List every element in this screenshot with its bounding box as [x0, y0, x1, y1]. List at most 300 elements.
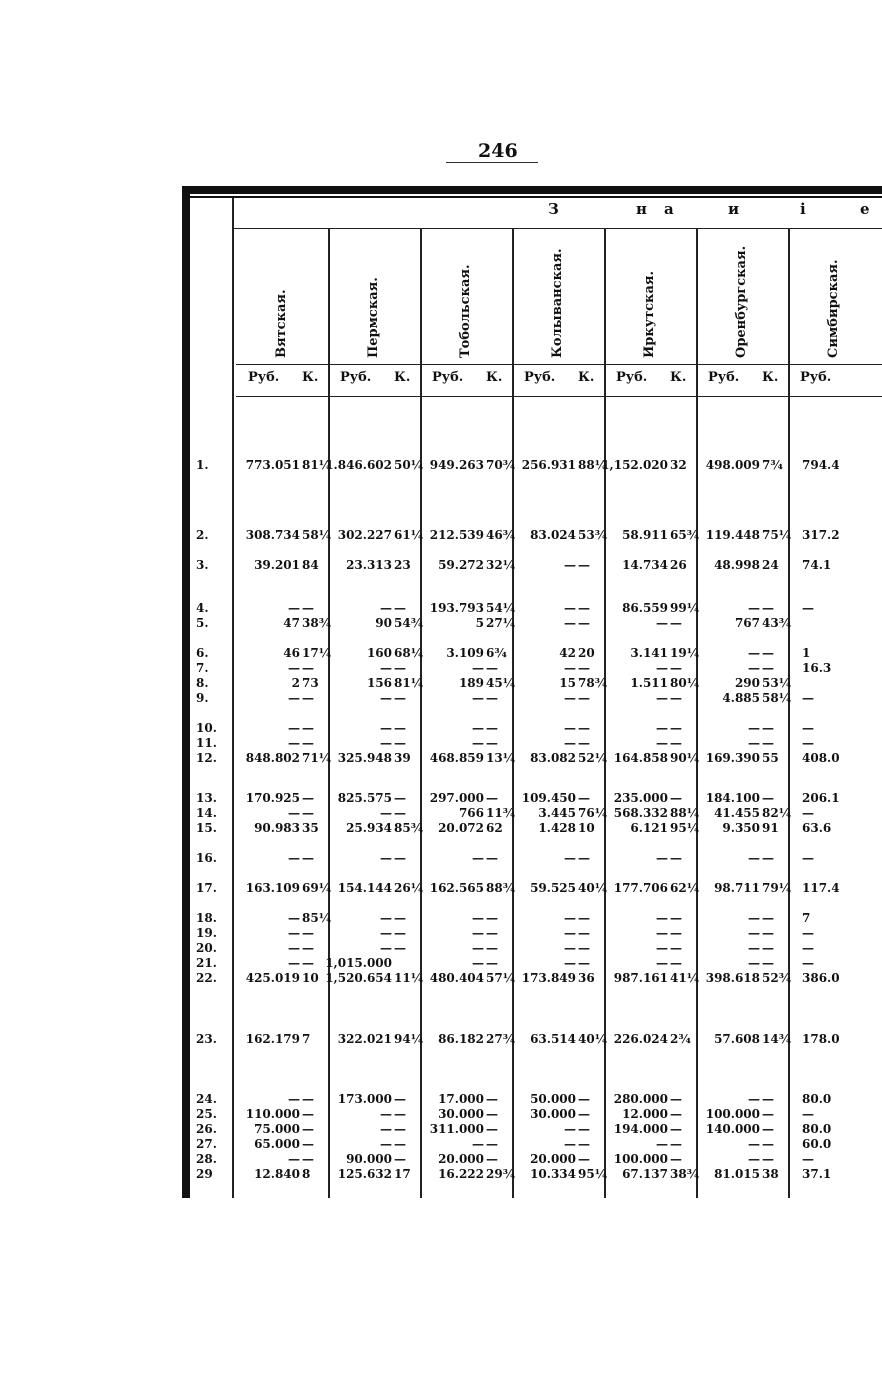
cell-rub: 41.455: [714, 806, 760, 820]
kop-label: К.: [578, 370, 595, 385]
cell-kop: —: [486, 1092, 498, 1106]
cell-rub: —: [564, 851, 576, 865]
cell-rub: 47: [283, 616, 300, 630]
kop-label: К.: [670, 370, 687, 385]
cell-rub: —: [656, 851, 668, 865]
cell-rub: 15: [559, 676, 576, 690]
cell-kop: —: [578, 941, 590, 955]
cell-rub: —: [564, 926, 576, 940]
cell-kop: —: [762, 721, 774, 735]
cell-rub: —: [564, 941, 576, 955]
rub-label: Руб.: [432, 370, 464, 385]
kop-label: К.: [302, 370, 319, 385]
cell-kop: 2¾: [670, 1032, 691, 1046]
cell-rub: 2: [291, 676, 300, 690]
cell-kop: 65¾: [670, 528, 700, 542]
cell-rub: 140.000: [705, 1122, 760, 1136]
table-frame-top: [182, 186, 882, 194]
cell-rub: 794.4: [802, 458, 840, 472]
cell-kop: 80¼: [670, 676, 700, 690]
cell-kop: —: [670, 616, 682, 630]
cell-rub: —: [564, 911, 576, 925]
cell-kop: —: [762, 646, 774, 660]
rub-label: Руб.: [340, 370, 372, 385]
cell-kop: —: [762, 1122, 774, 1136]
cell-rub: 23.313: [346, 558, 392, 572]
cell-kop: —: [394, 926, 406, 940]
cell-kop: —: [486, 926, 498, 940]
cell-rub: 9.350: [722, 821, 760, 835]
cell-kop: —: [762, 941, 774, 955]
cell-rub: —: [748, 601, 760, 615]
cell-kop: —: [578, 736, 590, 750]
cell-kop: —: [394, 851, 406, 865]
cell-kop: 95¼: [578, 1167, 608, 1181]
province-header: Пермская.: [366, 277, 381, 358]
cell-rub: 1,015.000: [325, 956, 392, 970]
cell-rub: 568.332: [613, 806, 668, 820]
cell-rub: —: [564, 1137, 576, 1151]
cell-rub: —: [380, 911, 392, 925]
cell-rub: 75.000: [254, 1122, 300, 1136]
cell-rub: —: [472, 926, 484, 940]
cell-kop: 79¼: [762, 881, 792, 895]
cell-kop: 20: [578, 646, 595, 660]
cell-kop: 29¾: [486, 1167, 516, 1181]
cell-kop: 27¼: [486, 616, 516, 630]
cell-rub: —: [288, 721, 300, 735]
table-frame-top-inner: [182, 196, 882, 198]
cell-rub: 256.931: [521, 458, 576, 472]
cell-rub: —: [656, 1137, 668, 1151]
cell-kop: 85¼: [302, 911, 332, 925]
cell-rub: —: [748, 646, 760, 660]
row-number: 24.: [196, 1092, 217, 1106]
cell-rub: —: [380, 941, 392, 955]
row-number: 20.: [196, 941, 217, 955]
cell-rub: —: [748, 941, 760, 955]
cell-kop: 90¼: [670, 751, 700, 765]
cell-rub: 83.024: [530, 528, 576, 542]
cell-rub: 987.161: [613, 971, 668, 985]
cell-kop: —: [302, 721, 314, 735]
cell-kop: —: [394, 791, 406, 805]
cell-rub: 57.608: [714, 1032, 760, 1046]
cell-rub: 156: [366, 676, 392, 690]
cell-rub: 30.000: [438, 1107, 484, 1121]
cell-kop: —: [486, 736, 498, 750]
cell-kop: 81¼: [394, 676, 424, 690]
cell-kop: 41¼: [670, 971, 700, 985]
cell-rub: 30.000: [530, 1107, 576, 1121]
cell-rub: —: [656, 721, 668, 735]
cell-kop: —: [762, 661, 774, 675]
cell-rub: —: [380, 721, 392, 735]
cell-rub: 154.144: [337, 881, 392, 895]
cell-rub: —: [748, 1152, 760, 1166]
cell-rub: —: [380, 691, 392, 705]
cell-kop: —: [670, 791, 682, 805]
cell-rub: 177.706: [613, 881, 668, 895]
cell-rub: 325.948: [337, 751, 392, 765]
cell-rub: —: [802, 956, 814, 970]
cell-rub: 12.000: [622, 1107, 668, 1121]
cell-kop: —: [394, 661, 406, 675]
cell-kop: 38: [762, 1167, 779, 1181]
cell-rub: —: [564, 691, 576, 705]
cell-kop: —: [302, 926, 314, 940]
cell-rub: —: [564, 1122, 576, 1136]
cell-kop: —: [394, 691, 406, 705]
cell-rub: —: [802, 691, 814, 705]
cell-kop: 85¾: [394, 821, 424, 835]
cell-kop: —: [670, 956, 682, 970]
cell-rub: —: [380, 1107, 392, 1121]
cell-rub: 125.632: [337, 1167, 392, 1181]
cell-rub: —: [380, 1122, 392, 1136]
cell-kop: 70¾: [486, 458, 516, 472]
cell-rub: —: [656, 926, 668, 940]
cell-rub: —: [380, 661, 392, 675]
cell-kop: —: [670, 926, 682, 940]
row-number: 16.: [196, 851, 217, 865]
cell-rub: —: [564, 956, 576, 970]
cell-rub: —: [472, 911, 484, 925]
cell-rub: 17.000: [438, 1092, 484, 1106]
cell-rub: 184.100: [705, 791, 760, 805]
cell-kop: —: [302, 791, 314, 805]
cell-kop: —: [486, 1137, 498, 1151]
cell-rub: 10.334: [530, 1167, 576, 1181]
cell-kop: —: [578, 1152, 590, 1166]
row-number: 2.: [196, 528, 209, 542]
cell-kop: 32¼: [486, 558, 516, 572]
cell-rub: 1,152.020: [601, 458, 668, 472]
cell-kop: 35: [302, 821, 319, 835]
cell-rub: —: [656, 661, 668, 675]
cell-rub: 46: [283, 646, 300, 660]
cell-kop: 23: [394, 558, 411, 572]
cell-rub: —: [802, 1107, 814, 1121]
cell-rub: —: [656, 941, 668, 955]
cell-kop: —: [486, 1107, 498, 1121]
cell-rub: —: [748, 911, 760, 925]
cell-kop: 38¾: [302, 616, 332, 630]
cell-kop: 17: [394, 1167, 411, 1181]
cell-rub: 766: [458, 806, 484, 820]
cell-rub: 14.734: [622, 558, 668, 572]
row-number: 23.: [196, 1032, 217, 1046]
cell-rub: 311.000: [429, 1122, 484, 1136]
cell-rub: 164.858: [613, 751, 668, 765]
cell-kop: 53¾: [578, 528, 608, 542]
cell-kop: —: [670, 851, 682, 865]
cell-kop: —: [302, 941, 314, 955]
cell-kop: 26: [670, 558, 687, 572]
province-header: Колыванская.: [550, 248, 565, 358]
cell-rub: 100.000: [705, 1107, 760, 1121]
column-rule: [696, 228, 698, 1198]
cell-kop: —: [670, 1137, 682, 1151]
cell-kop: —: [578, 558, 590, 572]
cell-kop: 76¼: [578, 806, 608, 820]
cell-rub: —: [380, 851, 392, 865]
cell-rub: 60.0: [802, 1137, 832, 1151]
rub-label: Руб.: [800, 370, 832, 385]
cell-kop: —: [762, 736, 774, 750]
cell-kop: 88¼: [578, 458, 608, 472]
cell-kop: 62¼: [670, 881, 700, 895]
cell-kop: 39: [394, 751, 411, 765]
cell-rub: 63.6: [802, 821, 832, 835]
cell-kop: —: [578, 926, 590, 940]
cell-rub: 42: [559, 646, 576, 660]
header-rule: [236, 364, 882, 365]
cell-rub: 169.390: [705, 751, 760, 765]
cell-rub: 1,520.654: [325, 971, 392, 985]
cell-rub: —: [802, 941, 814, 955]
rub-label: Руб.: [524, 370, 556, 385]
row-number: 15.: [196, 821, 217, 835]
cell-kop: —: [670, 736, 682, 750]
cell-rub: 5: [475, 616, 484, 630]
cell-kop: —: [486, 956, 498, 970]
cell-rub: 212.539: [429, 528, 484, 542]
cell-kop: —: [394, 1152, 406, 1166]
cell-kop: 45¼: [486, 676, 516, 690]
cell-kop: 11¼: [394, 971, 424, 985]
cell-rub: —: [472, 956, 484, 970]
cell-kop: —: [578, 851, 590, 865]
cell-rub: 3.109: [446, 646, 484, 660]
cell-kop: —: [762, 956, 774, 970]
cell-kop: 94¼: [394, 1032, 424, 1046]
cell-rub: 50.000: [530, 1092, 576, 1106]
row-number: 21.: [196, 956, 217, 970]
row-number: 6.: [196, 646, 209, 660]
cell-rub: —: [288, 851, 300, 865]
cell-kop: —: [670, 1092, 682, 1106]
cell-rub: —: [472, 1137, 484, 1151]
cell-kop: 43¾: [762, 616, 792, 630]
cell-rub: 39.201: [254, 558, 300, 572]
cell-rub: —: [656, 911, 668, 925]
cell-kop: —: [762, 1092, 774, 1106]
kop-label: К.: [762, 370, 779, 385]
row-number: 28.: [196, 1152, 217, 1166]
cell-rub: 3.141: [630, 646, 668, 660]
province-header: Иркутская.: [642, 271, 657, 358]
cell-kop: —: [762, 911, 774, 925]
cell-rub: 297.000: [429, 791, 484, 805]
cell-rub: —: [472, 691, 484, 705]
cell-kop: —: [486, 851, 498, 865]
cell-kop: 84: [302, 558, 319, 572]
cell-kop: 13¼: [486, 751, 516, 765]
cell-kop: 71¼: [302, 751, 332, 765]
cell-kop: 14¾: [762, 1032, 792, 1046]
cell-rub: —: [564, 558, 576, 572]
rub-label: Руб.: [248, 370, 280, 385]
cell-rub: 398.618: [705, 971, 760, 985]
row-number: 9.: [196, 691, 209, 705]
cell-rub: 59.272: [438, 558, 484, 572]
cell-kop: —: [394, 1122, 406, 1136]
cell-kop: —: [578, 1092, 590, 1106]
header-rule: [236, 396, 882, 397]
cell-rub: —: [380, 806, 392, 820]
cell-rub: 1.428: [538, 821, 576, 835]
cell-kop: —: [302, 1092, 314, 1106]
cell-rub: 235.000: [613, 791, 668, 805]
province-header: Оренбургская.: [734, 245, 749, 358]
row-number: 5.: [196, 616, 209, 630]
cell-kop: —: [670, 911, 682, 925]
cell-rub: 74.1: [802, 558, 832, 572]
heading-letter: и: [728, 200, 741, 218]
cell-rub: —: [802, 736, 814, 750]
cell-rub: 178.0: [802, 1032, 840, 1046]
cell-kop: —: [394, 911, 406, 925]
cell-rub: 170.925: [245, 791, 300, 805]
cell-kop: —: [486, 941, 498, 955]
cell-rub: 83.082: [530, 751, 576, 765]
cell-rub: 160: [366, 646, 392, 660]
cell-kop: 46¾: [486, 528, 516, 542]
cell-kop: 57¼: [486, 971, 516, 985]
cell-kop: —: [486, 1152, 498, 1166]
cell-rub: 109.450: [521, 791, 576, 805]
cell-rub: —: [564, 616, 576, 630]
cell-kop: —: [486, 911, 498, 925]
cell-kop: —: [762, 1137, 774, 1151]
cell-kop: —: [578, 791, 590, 805]
cell-kop: —: [394, 1092, 406, 1106]
rub-label: Руб.: [708, 370, 740, 385]
cell-rub: 173.000: [337, 1092, 392, 1106]
cell-kop: 26¼: [394, 881, 424, 895]
cell-kop: 61¼: [394, 528, 424, 542]
cell-rub: 90.000: [346, 1152, 392, 1166]
cell-kop: 52¼: [578, 751, 608, 765]
cell-kop: 36: [578, 971, 595, 985]
cell-kop: 82¼: [762, 806, 792, 820]
cell-rub: 317.2: [802, 528, 840, 542]
cell-kop: —: [302, 1122, 314, 1136]
cell-rub: 110.000: [245, 1107, 300, 1121]
cell-kop: 6¾: [486, 646, 507, 660]
cell-kop: —: [486, 1122, 498, 1136]
cell-kop: —: [762, 1107, 774, 1121]
cell-rub: 119.448: [705, 528, 760, 542]
cell-rub: —: [748, 721, 760, 735]
cell-kop: —: [394, 941, 406, 955]
cell-rub: 173.849: [521, 971, 576, 985]
cell-rub: 20.072: [438, 821, 484, 835]
cell-rub: —: [380, 601, 392, 615]
cell-rub: 848.802: [245, 751, 300, 765]
cell-rub: —: [748, 851, 760, 865]
cell-rub: —: [564, 736, 576, 750]
cell-rub: —: [802, 1152, 814, 1166]
cell-kop: 11¾: [486, 806, 516, 820]
cell-kop: —: [394, 601, 406, 615]
cell-rub: 386.0: [802, 971, 840, 985]
cell-kop: —: [302, 691, 314, 705]
cell-kop: —: [302, 736, 314, 750]
cell-rub: 468.859: [429, 751, 484, 765]
cell-kop: 52¾: [762, 971, 792, 985]
cell-kop: —: [486, 791, 498, 805]
cell-kop: 99¼: [670, 601, 700, 615]
page-number-rule: [446, 162, 538, 163]
heading-letter: і: [800, 200, 807, 218]
cell-rub: —: [472, 851, 484, 865]
cell-kop: —: [670, 941, 682, 955]
cell-kop: 78¾: [578, 676, 608, 690]
table-frame-left: [182, 186, 190, 1198]
cell-kop: —: [486, 661, 498, 675]
cell-kop: —: [578, 616, 590, 630]
cell-rub: —: [748, 736, 760, 750]
cell-rub: 206.1: [802, 791, 840, 805]
cell-rub: 12.840: [254, 1167, 300, 1181]
column-rule: [788, 228, 790, 1198]
cell-kop: 17¼: [302, 646, 332, 660]
cell-kop: —: [762, 601, 774, 615]
cell-kop: —: [302, 1107, 314, 1121]
cell-rub: 7: [802, 911, 811, 925]
cell-rub: —: [380, 1137, 392, 1151]
cell-rub: 322.021: [337, 1032, 392, 1046]
row-number: 12.: [196, 751, 217, 765]
cell-kop: 40¼: [578, 1032, 608, 1046]
cell-kop: —: [302, 851, 314, 865]
cell-rub: 949.263: [429, 458, 484, 472]
cell-kop: —: [302, 1137, 314, 1151]
column-rule: [512, 228, 514, 1198]
cell-kop: 27¾: [486, 1032, 516, 1046]
row-number: 29: [196, 1167, 213, 1181]
cell-kop: —: [302, 1152, 314, 1166]
cell-rub: 162.179: [245, 1032, 300, 1046]
cell-rub: —: [564, 601, 576, 615]
cell-rub: 6.121: [630, 821, 668, 835]
cell-rub: —: [472, 736, 484, 750]
cell-kop: 58¼: [762, 691, 792, 705]
cell-kop: —: [394, 806, 406, 820]
cell-rub: 65.000: [254, 1137, 300, 1151]
cell-rub: 16.222: [438, 1167, 484, 1181]
cell-rub: 37.1: [802, 1167, 832, 1181]
cell-rub: —: [288, 926, 300, 940]
cell-kop: 54¼: [486, 601, 516, 615]
cell-rub: —: [288, 601, 300, 615]
cell-rub: —: [288, 661, 300, 675]
row-number: 7.: [196, 661, 209, 675]
cell-kop: 55: [762, 751, 779, 765]
cell-rub: 193.793: [429, 601, 484, 615]
cell-rub: —: [748, 926, 760, 940]
cell-rub: 98.711: [714, 881, 760, 895]
cell-rub: —: [748, 661, 760, 675]
cell-rub: 86.182: [438, 1032, 484, 1046]
cell-rub: 480.404: [429, 971, 484, 985]
cell-kop: 38¾: [670, 1167, 700, 1181]
cell-rub: —: [380, 926, 392, 940]
cell-kop: 69¼: [302, 881, 332, 895]
province-header: Симбирская.: [826, 259, 841, 358]
